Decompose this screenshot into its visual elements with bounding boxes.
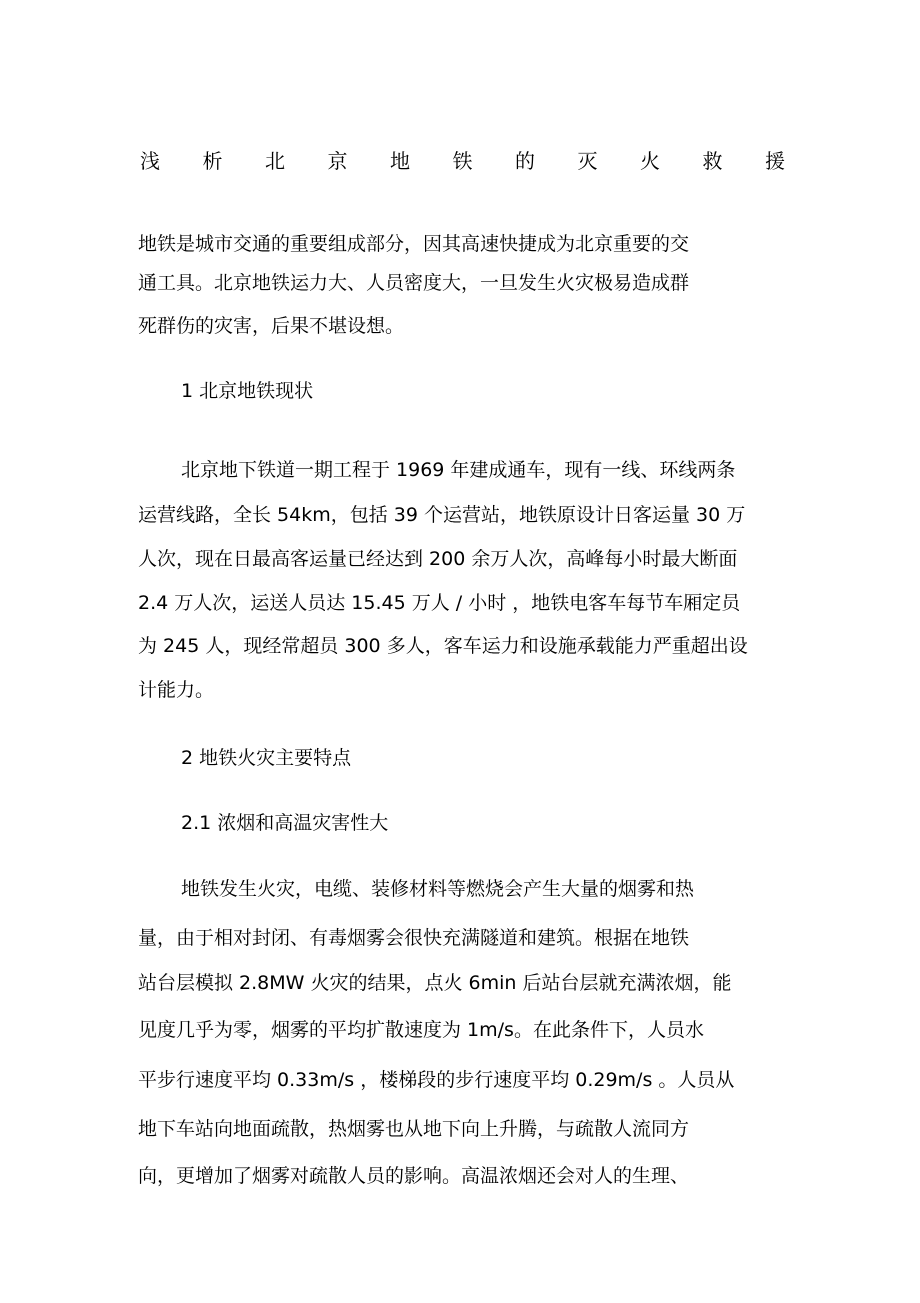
title-char: 浅	[140, 149, 160, 173]
title-char: 地	[390, 149, 410, 173]
intro-line: 地铁是城市交通的重要组成部分，因其高速快捷成为北京重要的交	[138, 233, 690, 255]
body-line: 人次，现在日最高客运量已经达到 200 余万人次，高峰每小时最大断面	[138, 548, 738, 570]
section-heading: 1 北京地铁现状	[181, 380, 314, 402]
body-line: 见度几乎为零，烟雾的平均扩散速度为 1m/s。在此条件下，人员水	[138, 1019, 704, 1041]
body-line: 北京地下铁道一期工程于 1969 年建成通车，现有一线、环线两条	[181, 459, 736, 481]
title-char: 析	[202, 149, 223, 173]
subsection-heading: 2.1 浓烟和高温灾害性大	[181, 812, 389, 834]
body-line: 为 245 人，现经常超员 300 多人，客车运力和设施承载能力严重超出设	[138, 635, 748, 657]
title-char: 北	[265, 149, 285, 173]
title-char: 的	[515, 149, 535, 173]
title-char: 火	[640, 149, 660, 173]
body-line: 平步行速度平均 0.33m/s ，楼梯段的步行速度平均 0.29m/s 。人员从	[138, 1069, 735, 1091]
title-char: 灭	[577, 149, 598, 173]
body-line: 运营线路，全长 54km，包括 39 个运营站，地铁原设计日客运量 30 万	[138, 504, 746, 526]
body-line: 向，更增加了烟雾对疏散人员的影响。高温浓烟还会对人的生理、	[138, 1165, 690, 1187]
body-line: 计能力。	[138, 679, 215, 701]
body-line: 站台层模拟 2.8MW 火灾的结果，点火 6min 后站台层就充满浓烟，能	[138, 972, 732, 994]
body-line: 量，由于相对封闭、有毒烟雾会很快充满隧道和建筑。根据在地铁	[138, 927, 690, 949]
title-char: 京	[327, 149, 348, 173]
title-char: 救	[702, 149, 723, 173]
intro-line: 通工具。北京地铁运力大、人员密度大，一旦发生火灾极易造成群	[138, 272, 690, 294]
section-heading: 2 地铁火灾主要特点	[181, 747, 352, 769]
title-char: 援	[765, 149, 785, 173]
body-line: 地下车站向地面疏散，热烟雾也从地下向上升腾，与疏散人流同方	[138, 1118, 690, 1140]
title-char: 铁	[452, 149, 473, 173]
body-line: 地铁发生火灾，电缆、装修材料等燃烧会产生大量的烟雾和热	[181, 878, 695, 900]
body-line: 2.4 万人次，运送人员达 15.45 万人 / 小时 ，地铁电客车每节车厢定员	[138, 592, 741, 614]
intro-line: 死群伤的灾害，后果不堪设想。	[138, 315, 405, 337]
document-title	[140, 146, 785, 176]
